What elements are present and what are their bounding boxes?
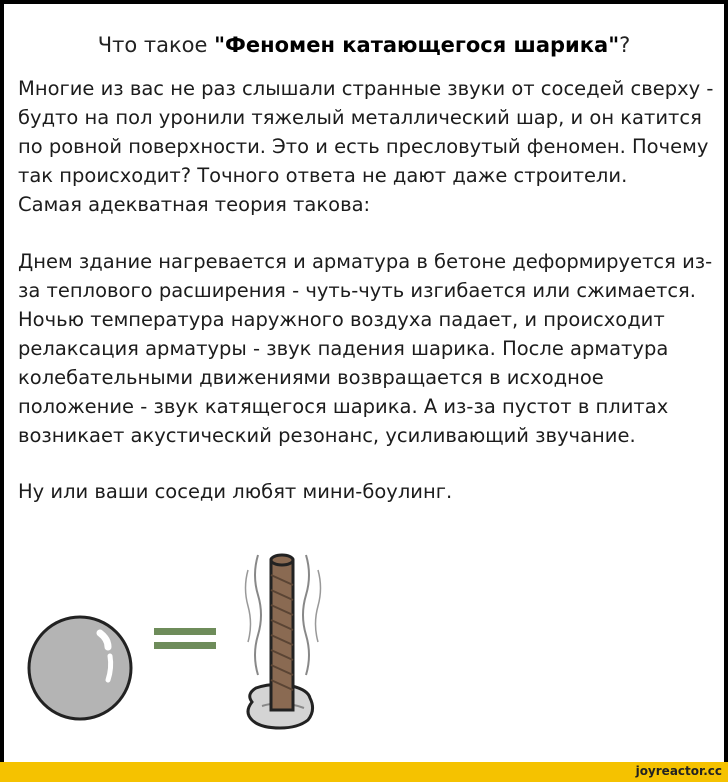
text-line: по ровной поверхности. Это и есть пресловутый феномен. Почему xyxy=(18,135,709,158)
site-watermark[interactable]: joyreactor.cc xyxy=(635,764,722,778)
title-bold: "Феномен катающегося шарика" xyxy=(214,33,620,57)
paragraph-intro xyxy=(18,74,714,219)
text-line: Многие из вас не раз слышали странные звуки от соседей сверху - xyxy=(18,77,714,100)
title-prefix: Что такое xyxy=(97,33,215,57)
text-line: Ну или ваши соседи любят мини-боулинг. xyxy=(18,480,453,503)
illustration-svg xyxy=(0,530,728,762)
text-line: Ночью температура наружного воздуха падает, и происходит xyxy=(18,308,665,331)
illustration xyxy=(0,530,728,762)
footer-bar xyxy=(0,762,728,782)
page-title xyxy=(0,30,728,60)
metal-ball-icon xyxy=(29,617,131,719)
paragraph-joke xyxy=(18,477,714,506)
text-line: так происходит? Точного ответа не дают даже строители. xyxy=(18,164,628,187)
text-line: релаксация арматуры - звук падения шарика. После арматура xyxy=(18,337,669,360)
text-line: Днем здание нагревается и арматура в бетоне деформируется из- xyxy=(18,250,713,273)
text-line: положение - звук катящегося шарика. А из-за пустот в плитах xyxy=(18,395,669,418)
equals-sign-icon xyxy=(154,628,216,649)
title-suffix: ? xyxy=(619,33,631,57)
text-line: колебательными движениями возвращается в исходное xyxy=(18,366,604,389)
text-line: Самая адекватная теория такова: xyxy=(18,193,371,216)
text-line: за теплового расширения - чуть-чуть изгибается или сжимается. xyxy=(18,279,696,302)
paragraph-theory xyxy=(18,247,714,450)
rebar-concrete-icon xyxy=(246,555,321,728)
text-line: возникает акустический резонанс, усиливающий звучание. xyxy=(18,424,636,447)
text-line: будто на пол уронили тяжелый металлический шар, и он катится xyxy=(18,106,702,129)
